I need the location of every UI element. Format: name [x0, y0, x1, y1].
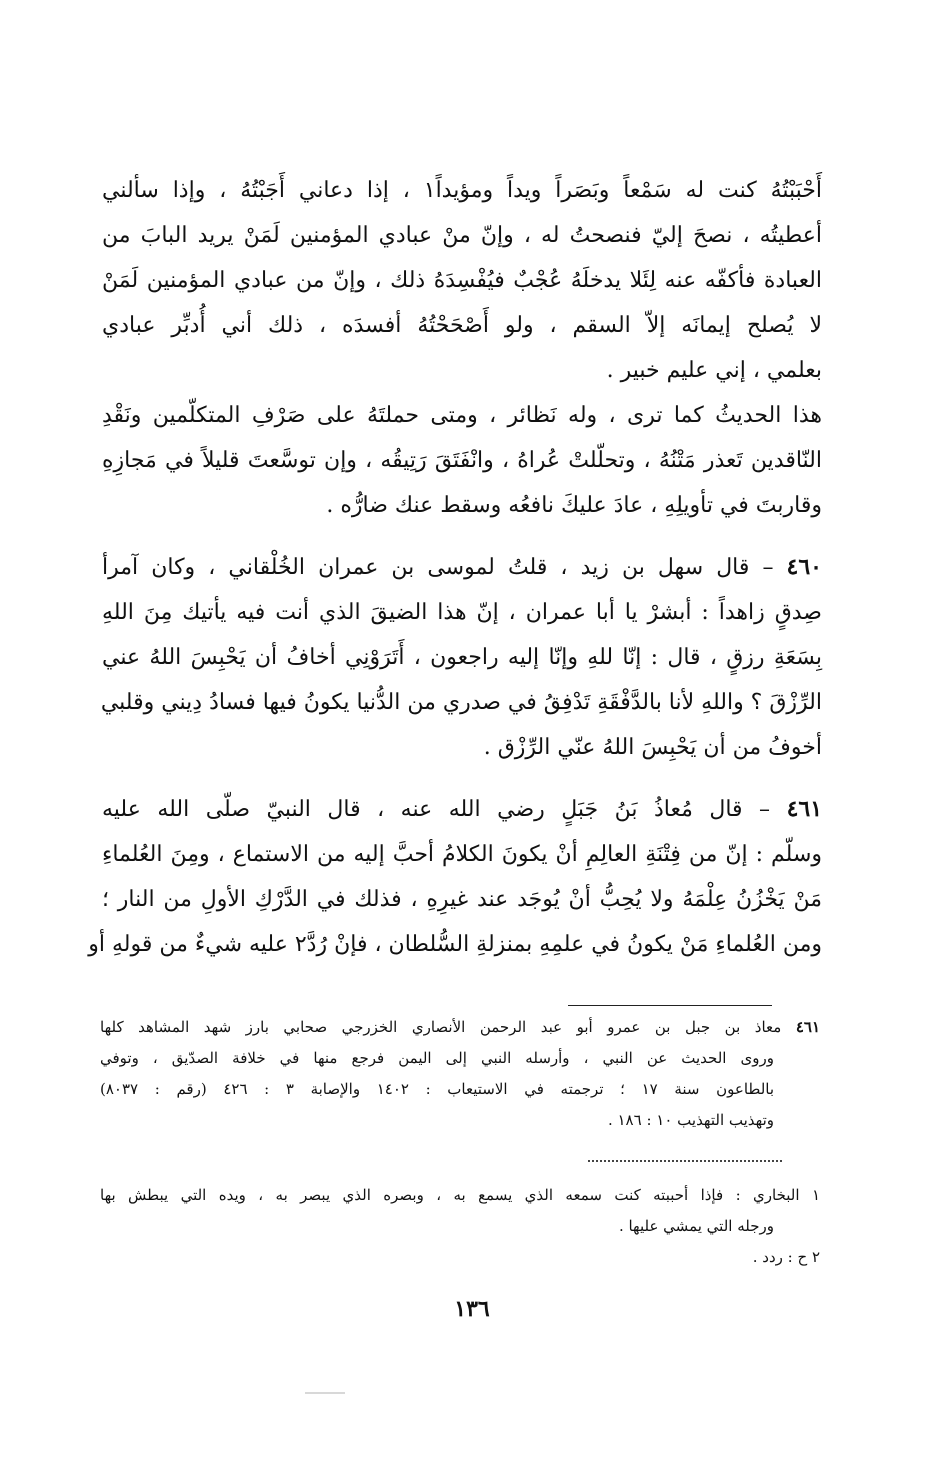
note-line [100, 1012, 820, 1043]
text-line: وسلّم : إنّ من فِتْنَةِ العالِمِ أنْ يكونَ الكلامُ أحبَّ إليه من الاستماع ، ومِنَ العُلماءِ [102, 842, 822, 867]
note-number: ٤٦١ [795, 1018, 820, 1036]
footnote-divider [568, 1005, 772, 1006]
text-line: وقاربتَ في تأويلِهِ ، عادَ عليكَ نافعُه وسقط عنك ضارُّه . [326, 493, 822, 518]
text-line [102, 545, 822, 590]
entry-first-line: – قال سهل بن زيد ، قلتُ لموسى بن عمران الخُلْقاني ، وكان آمرأ [102, 555, 774, 580]
text-line: هذا الحديثُ كما ترى ، وله نَظائر ، ومتى حملتَهُ على صَرْفِ المتكلّمين ونَقْدِ [102, 403, 822, 428]
footnote-1-cont: ورجله التي يمشي عليها . [618, 1217, 774, 1235]
footnote-text: ح : ردد . [752, 1248, 808, 1266]
entry-number: ٤٦٠ [786, 554, 822, 580]
text-line: الرِّزْقَ ؟ واللهِ لأنا بالدَّفْقَةِ تَدْفِقُ في صدري من الدُّنيا يكونُ فيها فسادُ دِيني وقلبي [100, 690, 822, 715]
text-line: أَحْبَبْتُهُ كنت له سَمْعاً وبَصَراً ويداً ومؤيداً١ ، إذا دعاني أَجَبْتُهُ ، وإذا سألني [102, 178, 822, 203]
paragraph-460 [102, 545, 822, 770]
footnote-number: ١ [811, 1186, 820, 1204]
text-line: أعطيتُه ، نصحَ إليّ فنصحتُ له ، وإنّ منْ عبادي المؤمنين لَمَنْ يريد البابَ من [102, 223, 822, 248]
text-line: بعلمي ، إني عليم خبير . [606, 358, 822, 383]
note-line: وروى الحديث عن النبي ، وأرسله النبي إلى اليمن فرجع منها في خلافة الصدّيق ، وتوفي [100, 1049, 774, 1067]
footnote-number: ٢ [811, 1248, 820, 1266]
text-line: صِدقٍ زاهداً : أبشرْ يا أبا عمران ، إنّ هذا الضيقَ الذي أنت فيه يأتيك مِنَ اللهِ [102, 600, 822, 625]
main-text [88, 168, 823, 967]
text-line: بِسَعَةِ رزقٍ ، قال : إنّا للهِ وإنّا إليه راجعون ، أَتَرَوْنِي أخافُ أن يَحْبِسَ اللهُ عني [102, 645, 822, 670]
text-line: أخوفُ من أن يَحْبِسَ اللهُ عنّي الرِّزْق . [483, 735, 822, 760]
text-line: لا يُصلح إيمانَه إلاّ السقم ، ولو أَصْحَحْتُهُ أفسدَه ، ذلك أني أُدبِّر عبادي [102, 313, 822, 338]
note-line: بالطاعون سنة ١٧ ؛ ترجمته في الاستيعاب : ١٤٠٢ والإصابة ٣ : ٤٢٦ (رقم : ٨٠٣٧) [100, 1080, 775, 1098]
note-text: معاذ بن جبل بن عمرو أبو عبد الرحمن الأنصاري الخزرجي صحابي بارز شهد المشاهد كلها [100, 1018, 782, 1036]
footnote-2 [100, 1242, 820, 1273]
entry-first-line: – قال مُعاذُ بَنُ جَبَلٍ رضي الله عنه ، قال النبيّ صلّى الله عليه [102, 797, 771, 822]
footnotes [100, 1180, 820, 1273]
paragraph-2 [102, 393, 822, 528]
page-number: ١٣٦ [454, 1296, 490, 1322]
text-line: ومن العُلماءِ مَنْ يكونُ في علمِهِ بمنزلةِ السُّلطان ، فإنْ رُدَّ٢ عليه شيءٌ من قولهِ أو [88, 932, 822, 957]
paragraph-1 [102, 168, 822, 393]
commentary-notes [100, 1012, 820, 1136]
text-line: العبادة فأكفّه عنه لِئَلا يدخلَهُ عُجْبٌ فيُفْسِدَهُ ذلك ، وإنّ من عبادي المؤمنين لَمَنْ [102, 268, 822, 293]
text-line: النّاقدين تَعذر مَتْنُهُ ، وتحلّلتْ عُراهُ ، وانْفَتَقَ رَتِيقُه ، وإن توسَّعتَ قليلاً في مَجازِهِ [102, 448, 823, 473]
entry-number: ٤٦١ [786, 796, 823, 822]
note-line: وتهذيب التهذيب ١٠ : ١٨٦ . [607, 1111, 774, 1129]
scan-mark [305, 1392, 345, 1394]
footnote-text: البخاري : فإذا أحببته كنت سمعه الذي يسمع به ، وبصره الذي يبصر به ، ويده التي يبطش بها [100, 1186, 800, 1204]
dotted-divider [588, 1160, 782, 1162]
footnote-1 [100, 1180, 820, 1211]
paragraph-461 [88, 787, 823, 967]
text-line [102, 787, 822, 832]
text-line: مَنْ يَخْزُنُ عِلْمَهُ ولا يُحِبُّ أنْ يُوجَد عند غيرِهِ ، فذلك في الدَّرْكِ الأولِ من النار ؛ [102, 887, 822, 912]
